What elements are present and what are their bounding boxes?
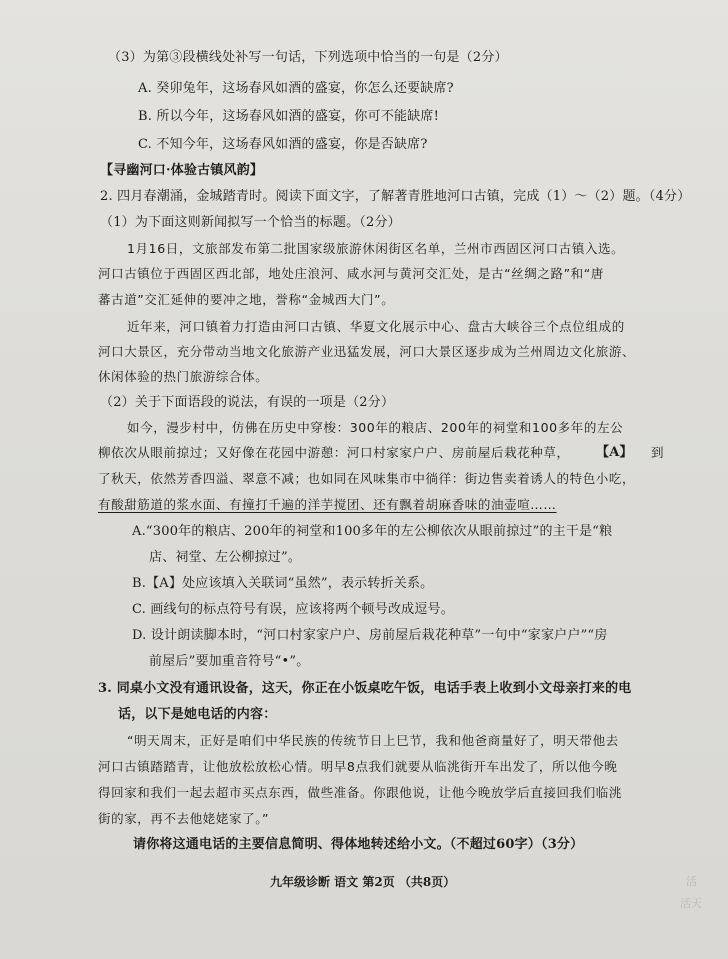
option-d: D. 设计朗读脚本时，“河口村家家户户、房前屋后栽花种草”一句中“家家户户”“房 (132, 628, 608, 643)
option-a: A.“300年的粮店、200年的祠堂和100多年的左公柳依次从眼前掠过”的主干是“粮 (132, 524, 613, 539)
option-d-cont: 前屋后”要加重音符号“•”。 (149, 654, 310, 669)
option-b: B. 所以今年，这场春风如酒的盛宴，你可不能缺席! (138, 109, 440, 124)
option-c: C. 画线句的标点符号有误，应该将两个顿号改成逗号。 (132, 602, 454, 617)
call-line: 街的家，再不去他姥姥家了。” (98, 811, 270, 826)
news-line: 近年来，河口镇着力打造由河口古镇、华夏文化展示中心、盘古大峡谷三个点位组成的 (127, 319, 625, 334)
question-2-1: （1）为下面这则新闻拟写一个恰当的标题。（2分） (100, 215, 401, 230)
news-line: 1月16日，文旅部发布第二批国家级旅游休闲街区名单，兰州市西固区河口古镇入选。 (127, 241, 625, 256)
option-a-cont: 店、祠堂、左公柳掠过”。 (149, 550, 302, 565)
bleed-through-mark: 活天 (680, 897, 702, 910)
passage-line: 到 (651, 445, 665, 460)
question-3-stem: （3）为第③段横线处补写一句话，下列选项中恰当的一句是（2分） (108, 50, 508, 65)
task-instruction: 请你将这通电话的主要信息简明、得体地转述给小文。（不超过60字）（3分） (133, 837, 584, 852)
news-line: 蕃古道”交汇延伸的要冲之地，誉称“金城西大门”。 (98, 292, 395, 307)
call-line: 得回家和我们一起去超市买点东西，做些准备。你跟他说，让他今晚放学后直接回我们临洮 (98, 785, 623, 800)
option-c: C. 不知今年，这场春风如酒的盛宴，你是否缺席? (138, 137, 428, 152)
section-header: 【寻幽河口·体验古镇风韵】 (100, 163, 264, 178)
option-a: A. 癸卯兔年，这场春风如酒的盛宴，你怎么还要缺席? (138, 81, 454, 96)
passage-line: 柳依次从眼前掠过；又好像在花园中游憩：河口村家家户户、房前屋后栽花种草， (98, 445, 570, 460)
question-3b-stem-cont: 话，以下是她电话的内容： (118, 707, 277, 722)
passage-line: 如今，漫步村中，仿佛在历史中穿梭：300年的粮店、200年的祠堂和100多年的左公 (127, 420, 624, 435)
option-b: B.【A】处应该填入关联词“虽然”，表示转折关系。 (132, 576, 434, 591)
question-2-stem: 2. 四月春潮涌，金城踏青时。阅读下面文字，了解著青胜地河口古镇，完成（1）～（2）题。（4分） (100, 189, 691, 204)
news-line: 河口大景区，充分带动当地文化旅游产业迅猛发展，河口大景区逐步成为兰州周边文化旅游、 (98, 344, 636, 359)
question-2-2: （2）关于下面语段的说法，有误的一项是（2分） (100, 395, 395, 410)
news-line: 休闲体验的热门旅游综合体。 (98, 369, 269, 384)
page-footer: 九年级诊断 语文 第2页 （共8页） (270, 875, 456, 889)
blank-a-marker: 【A】 (596, 445, 633, 460)
underlined-sentence: 有酸甜筋道的浆水面、有撞打千遍的洋芋搅团、还有飘着胡麻香味的油壶喧…… (98, 497, 557, 512)
bleed-through-mark: 活 (686, 875, 697, 888)
question-3b-stem: 3. 同桌小文没有通讯设备，这天，你正在小饭桌吃午饭，电话手表上收到小文母亲打来的电 (98, 681, 632, 696)
call-line: “明天周末，正好是咱们中华民族的传统节日上巳节，我和他爸商量好了，明天带他去 (127, 733, 619, 748)
call-line: 河口古镇踏踏青，让他放松放松心情。明早8点我们就要从临洮街开车出发了，所以他今晚 (98, 759, 618, 774)
passage-line: 了秋天，依然芳香四溢、翠意不减；也如同在风味集市中徜徉：街边售卖着诱人的特色小吃， (98, 471, 636, 486)
news-line: 河口古镇位于西固区西北部，地处庄浪河、咸水河与黄河交汇处，是古“丝绸之路”和“唐 (98, 266, 604, 281)
